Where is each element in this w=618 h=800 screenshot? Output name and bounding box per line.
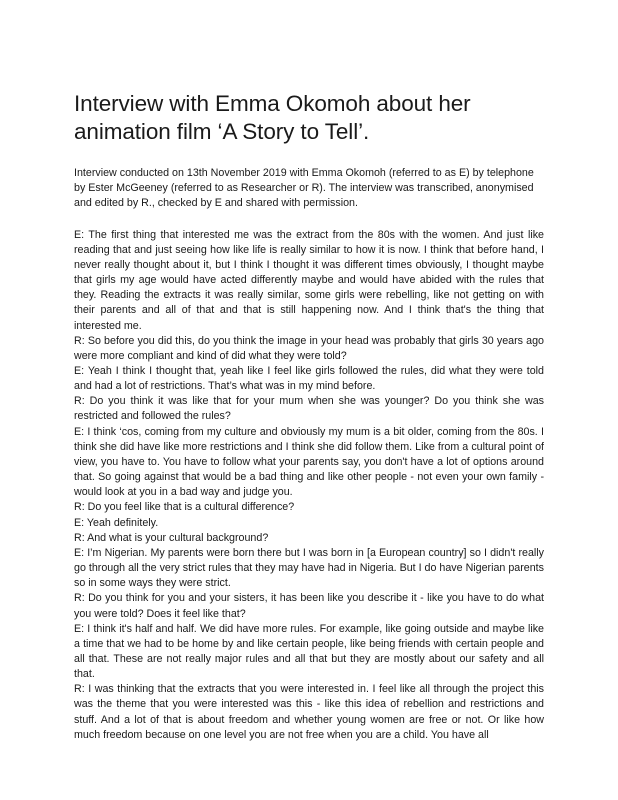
intro-paragraph: Interview conducted on 13th November 2019 with Emma Okomoh (referred to as E) by telephone by Ester McGeeney (referred to as Researcher or R). The interview was transcribed, anonymised and edited by R., checked by E and shared with permission. <box>74 167 534 210</box>
transcript-paragraph: R: Do you think for you and your sisters, it has been like you describe it - like you have to do what you were told? Does it feel like that? <box>74 592 544 620</box>
transcript-paragraph: E: Yeah definitely. <box>74 516 159 529</box>
transcript-paragraph: E: I think ‘cos, coming from my culture and obviously my mum is a bit older, coming from the 80s. I think she did have like more restrictions and I think she did follow them. Like from a cultural point of view, you have to. You have to follow what your parents say, you don't have a lot of options around that. So going against that would be a bad thing and like other people - not even your own family - would look at you in a bad way and judge you. <box>74 425 544 499</box>
transcript-body <box>74 228 544 743</box>
transcript-paragraph: R: So before you did this, do you think the image in your head was probably that girls 30 years ago were more compliant and kind of did what they were told? <box>74 334 544 362</box>
transcript-paragraph: E: The first thing that interested me was the extract from the 80s with the women. And just like reading that and just seeing how like life is really similar to how it is now. I think that before hand, I never really thought about it, but I think I thought it was different times obviously, I thought maybe that girls my age would have acted differently maybe and would have abided with the rules that they. Reading the extracts it was really similar, some girls were rebelling, like not getting on with their parents and all of that and that is still happening now. And I think that's the thing that interested me. <box>74 228 544 332</box>
transcript-paragraph: E: I’m Nigerian. My parents were born there but I was born in [a European country] so I didn't really go through all the very strict rules that they may have had in Nigeria. But I do have Nigerian parents so in some ways they were strict. <box>74 546 544 590</box>
transcript-paragraph: E: Yeah I think I thought that, yeah like I feel like girls followed the rules, did what they were told and had a lot of restrictions. That’s what was in my mind before. <box>74 365 544 393</box>
transcript-paragraph: E: I think it's half and half. We did have more rules. For example, like going outside and maybe like a time that we had to be home by and like certain people, like being friends with certain people and all that. These are not really major rules and all that but they are mostly about our safety and all that. <box>74 622 544 681</box>
document-title: Interview with Emma Okomoh about her animation film ‘A Story to Tell’. <box>74 91 471 144</box>
transcript-paragraph: R: Do you feel like that is a cultural difference? <box>74 501 295 514</box>
transcript-paragraph: R: Do you think it was like that for your mum when she was younger? Do you think she was restricted and followed the rules? <box>74 395 544 423</box>
transcript-paragraph: R: And what is your cultural background? <box>74 531 269 544</box>
transcript-paragraph: R: I was thinking that the extracts that you were interested in. I feel like all through the project this was the theme that you were interested was this - like this idea of rebellion and restrictions and stuff. And a lot of that is about freedom and whether young women are free or not. Or like how much freedom because on one level you are not free when you are a child. You have all <box>74 683 544 741</box>
